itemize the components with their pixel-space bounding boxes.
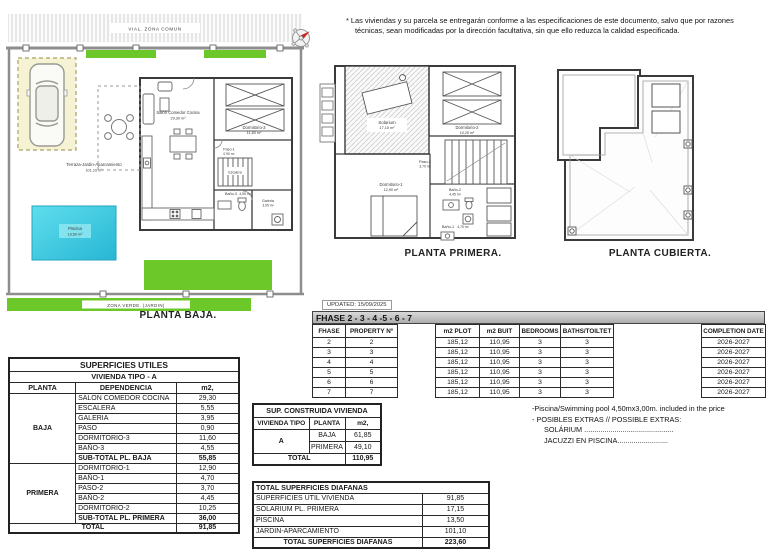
cell: 7 — [313, 388, 346, 398]
cell: 3 — [520, 338, 561, 348]
subtotal-baja-value: 55,85 — [176, 453, 239, 463]
col-property: PROPERTY Nº — [346, 325, 398, 338]
phase-table — [312, 324, 766, 398]
cell: 3 — [561, 358, 614, 368]
superficies-utiles-table — [8, 357, 240, 534]
cell: 3 — [520, 388, 561, 398]
cell: 4 — [313, 358, 346, 368]
cell — [614, 368, 702, 378]
su-subtitle: VIVIENDA TIPO - A — [9, 371, 239, 382]
table-row — [253, 515, 489, 526]
cell — [398, 348, 436, 358]
solarium-label: Solarium — [378, 120, 396, 125]
sup-construida-table — [252, 403, 382, 466]
cell: PASO-2 — [76, 483, 177, 493]
col-fhase: FHASE — [313, 325, 346, 338]
cell: 185,12 — [436, 348, 480, 358]
table-row — [9, 382, 239, 393]
cell: BAÑO-3 — [76, 443, 177, 453]
note-jacuzzi: JACUZZI EN PISCINA......................... — [544, 435, 669, 445]
paso2-area: 3,70 m² — [419, 164, 431, 169]
table-row — [253, 493, 489, 504]
notes-block — [532, 404, 768, 446]
table-row — [9, 393, 239, 403]
note-solarium: SOLÁRIUM ............................................ — [544, 425, 674, 435]
cell: 110,95 — [480, 338, 520, 348]
cell: 6 — [346, 378, 398, 388]
cell: 7 — [346, 388, 398, 398]
cell: 5 — [313, 368, 346, 378]
col-spacer — [614, 325, 702, 338]
solarium-area-label: 17,15 m² — [379, 126, 395, 131]
planta-baja-cell: BAJA — [9, 393, 76, 463]
cell: PISCINA — [253, 515, 422, 526]
cell — [614, 378, 702, 388]
cell: 3 — [520, 348, 561, 358]
table-row — [9, 523, 239, 533]
subtotal-primera-value: 36,00 — [176, 513, 239, 523]
col-completion: COMPLETION DATE — [702, 325, 766, 338]
table-row — [253, 404, 381, 417]
planta-primera-plan — [315, 62, 540, 262]
terraza-area: 101,10 m² — [85, 168, 103, 173]
cell: 3 — [561, 338, 614, 348]
phase-row — [313, 368, 766, 378]
cell — [614, 338, 702, 348]
table-row — [9, 371, 239, 382]
primera-stairs — [445, 140, 507, 184]
cell: 91,85 — [422, 493, 489, 504]
cell: 49,10 — [345, 441, 381, 453]
bano3-label: Baño-3 — [225, 192, 237, 196]
col-planta: PLANTA — [309, 417, 345, 429]
cell: 17,15 — [422, 504, 489, 515]
escalera-label: Escalera — [228, 170, 242, 175]
phase-row — [313, 338, 766, 348]
table-row — [253, 453, 381, 465]
cell: 29,30 — [176, 393, 239, 403]
dormitorio1-area: 12,90 m² — [383, 188, 399, 192]
dormitorio1-bed — [371, 196, 417, 236]
cell: DORMITORIO-3 — [76, 433, 177, 443]
cell: SALON COMEDOR COCINA — [76, 393, 177, 403]
bano2-area: 4,45 m² — [449, 192, 461, 197]
cell: 12,90 — [176, 463, 239, 473]
vial-label: VIAL. ZONA COMUN — [128, 26, 182, 32]
bano3-area: 4,55 m² — [239, 192, 251, 196]
solarium-area — [345, 66, 429, 154]
cell: 5,55 — [176, 403, 239, 413]
cell: 2026-2027 — [702, 368, 766, 378]
cell: 6 — [313, 378, 346, 388]
planta-cubierta-plan — [540, 62, 765, 262]
cell: 110,95 — [480, 368, 520, 378]
sc-total-label: TOTAL — [253, 453, 345, 465]
paso2-label: Paso-2 — [418, 160, 432, 164]
cell: 4,70 — [176, 473, 239, 483]
cell: 4 — [346, 358, 398, 368]
table-row — [9, 463, 239, 473]
cell: 2026-2027 — [702, 348, 766, 358]
cell: 185,12 — [436, 358, 480, 368]
sc-total-value: 110,95 — [345, 453, 381, 465]
dormitorio3-label: Dormitorio-3 — [242, 125, 266, 130]
cell: JARDIN-APARCAMIENTO — [253, 526, 422, 537]
cell: 3 — [561, 378, 614, 388]
cell — [398, 338, 436, 348]
planta-baja-plan — [2, 8, 312, 323]
cell: 5 — [346, 368, 398, 378]
cell: 110,95 — [480, 348, 520, 358]
cell: 3,95 — [176, 413, 239, 423]
cell: 2 — [346, 338, 398, 348]
col-m2: m2, — [345, 417, 381, 429]
phase-row — [313, 378, 766, 388]
col-m2: m2, — [176, 382, 239, 393]
parking-area — [18, 58, 76, 150]
cell — [614, 388, 702, 398]
dormitorio2-area: 10,25 m² — [459, 130, 475, 135]
cell: SOLARIUM PL. PRIMERA — [253, 504, 422, 515]
cell: 185,12 — [436, 368, 480, 378]
cell — [614, 358, 702, 368]
cell: 3 — [561, 348, 614, 358]
col-vivienda-tipo: VIVIENDA TIPO — [253, 417, 309, 429]
cell — [398, 358, 436, 368]
zona-verde-label: ZONA VERDE. (JARDIN) — [107, 303, 165, 308]
pool — [32, 206, 116, 260]
cell — [398, 378, 436, 388]
updated-label: UPDATED: 15/09/2025 — [322, 300, 392, 310]
cell: 3 — [561, 368, 614, 378]
diafanas-title: TOTAL SUPERFICIES DIAFANAS — [253, 482, 489, 493]
cell: 3 — [313, 348, 346, 358]
sc-title: SUP. CONSTRUIDA VIVIENDA — [253, 404, 381, 417]
phase-row — [313, 388, 766, 398]
cell: 3 — [520, 368, 561, 378]
salon-label: Salon Comedor Cocina — [156, 110, 200, 115]
cell: 110,95 — [480, 358, 520, 368]
phase-row — [313, 358, 766, 368]
col-bedrooms: BEDROOMS — [520, 325, 561, 338]
cell: 3,70 — [176, 483, 239, 493]
table-row — [253, 537, 489, 548]
cell: 13,50 — [422, 515, 489, 526]
cell: DORMITORIO-2 — [76, 503, 177, 513]
planta-baja-title: PLANTA BAJA. — [139, 310, 217, 321]
paso1-area: 0,90 m² — [223, 152, 235, 156]
note-extras: - POSIBLES EXTRAS // POSSIBLE EXTRAS: — [532, 414, 682, 424]
dormitorio1-label: Dormitorio-1 — [379, 182, 403, 187]
paso1-label: Paso-1 — [223, 147, 235, 152]
cell: 2 — [313, 338, 346, 348]
tipo-cell: A — [253, 429, 309, 453]
cell: 10,25 — [176, 503, 239, 513]
piscina-label: Piscina — [68, 226, 82, 231]
pergola-dining — [98, 86, 140, 170]
table-row — [9, 358, 239, 371]
diafanas-total-value: 223,60 — [422, 537, 489, 548]
col-spacer — [398, 325, 436, 338]
cell: 185,12 — [436, 378, 480, 388]
cell — [614, 348, 702, 358]
col-planta: PLANTA — [9, 382, 76, 393]
cell: 2026-2027 — [702, 388, 766, 398]
table-row — [253, 504, 489, 515]
cell: 3 — [346, 348, 398, 358]
cell: GALERIA — [76, 413, 177, 423]
cell: 101,10 — [422, 526, 489, 537]
cell: 2026-2027 — [702, 358, 766, 368]
planta-primera-title: PLANTA PRIMERA. — [404, 248, 502, 259]
phase-header-row — [313, 325, 766, 338]
cell: 185,12 — [436, 338, 480, 348]
phase-title-bar: FHASE 2 - 3 - 4 -5 - 6 - 7 — [312, 311, 765, 324]
cell: 185,12 — [436, 388, 480, 398]
cell: 2026-2027 — [702, 338, 766, 348]
cell: ESCALERA — [76, 403, 177, 413]
bano2-label: Baño-2 — [448, 188, 462, 192]
total-label: TOTAL — [9, 523, 176, 533]
planta-primera-cell: PRIMERA — [9, 463, 76, 523]
cell: PRIMERA — [309, 441, 345, 453]
su-title: SUPERFICIES UTILES — [9, 358, 239, 371]
phase-row — [313, 348, 766, 358]
terraza-label: Terraza-Jardin-Aparcamiento — [66, 162, 122, 167]
cell — [398, 368, 436, 378]
table-row — [253, 417, 381, 429]
bano1-fixtures — [441, 232, 454, 240]
col-m2plot: m2 PLOT — [436, 325, 480, 338]
cell: 4,45 — [176, 493, 239, 503]
phase-table-block — [312, 293, 765, 398]
balcony-left — [320, 84, 335, 142]
cell: 3 — [520, 358, 561, 368]
cell: 110,95 — [480, 388, 520, 398]
cell: 0,90 — [176, 423, 239, 433]
table-row — [253, 429, 381, 441]
car-icon — [27, 64, 67, 146]
cell: DORMITORIO-1 — [76, 463, 177, 473]
subtotal-baja-label: SUB-TOTAL PL. BAJA — [76, 453, 177, 463]
galeria-area: 3,95 m² — [262, 203, 274, 208]
salon-area: 29,30 m² — [170, 116, 186, 121]
dormitorio2-label: Dormitorio-2 — [455, 125, 479, 130]
piscina-area: 13,50 m² — [67, 232, 83, 237]
col-baths: BATHS/TOILTET — [561, 325, 614, 338]
bano1-area: 4,70 m² — [457, 225, 469, 229]
cell: 11,60 — [176, 433, 239, 443]
table-row — [253, 526, 489, 537]
col-m2buit: m2 BUIT — [480, 325, 520, 338]
cell: BAJA — [309, 429, 345, 441]
dormitorio3-area: 11,60 m² — [246, 131, 262, 135]
cell: SUPERFICIES UTIL VIVIENDA — [253, 493, 422, 504]
subtotal-primera-label: SUB-TOTAL PL. PRIMERA — [76, 513, 177, 523]
disclaimer-text: * Las viviendas y su parcela se entregarán conforme a las especificaciones de este documento, salvo que por razones técnicas, sean modificadas por la dirección facultativa, sin que ello reduzca la calidad especificada. — [346, 16, 734, 36]
cell: 61,85 — [345, 429, 381, 441]
cell: 3 — [561, 388, 614, 398]
closets — [487, 188, 511, 236]
bano1-label: Baño-1 — [441, 225, 455, 229]
galeria-label: Galeria — [262, 199, 274, 203]
cell: 110,95 — [480, 378, 520, 388]
diafanas-table — [252, 481, 490, 549]
cell: PASO — [76, 423, 177, 433]
table-row — [253, 482, 489, 493]
cell: BAÑO-1 — [76, 473, 177, 483]
total-value: 91,85 — [176, 523, 239, 533]
cell — [398, 388, 436, 398]
col-dependencia: DEPENDENCIA — [76, 382, 177, 393]
galeria-washer — [272, 214, 283, 225]
diafanas-total-label: TOTAL SUPERFICIES DIAFANAS — [253, 537, 422, 548]
note-pool: -Piscina/Swimming pool 4,50mx3,00m. included in the price — [532, 404, 725, 413]
cell: 3 — [520, 378, 561, 388]
cell: 4,55 — [176, 443, 239, 453]
cell: BAÑO-2 — [76, 493, 177, 503]
cell: 2026-2027 — [702, 378, 766, 388]
road-strip — [8, 14, 302, 42]
planta-cubierta-title: PLANTA CUBIERTA. — [608, 248, 712, 259]
